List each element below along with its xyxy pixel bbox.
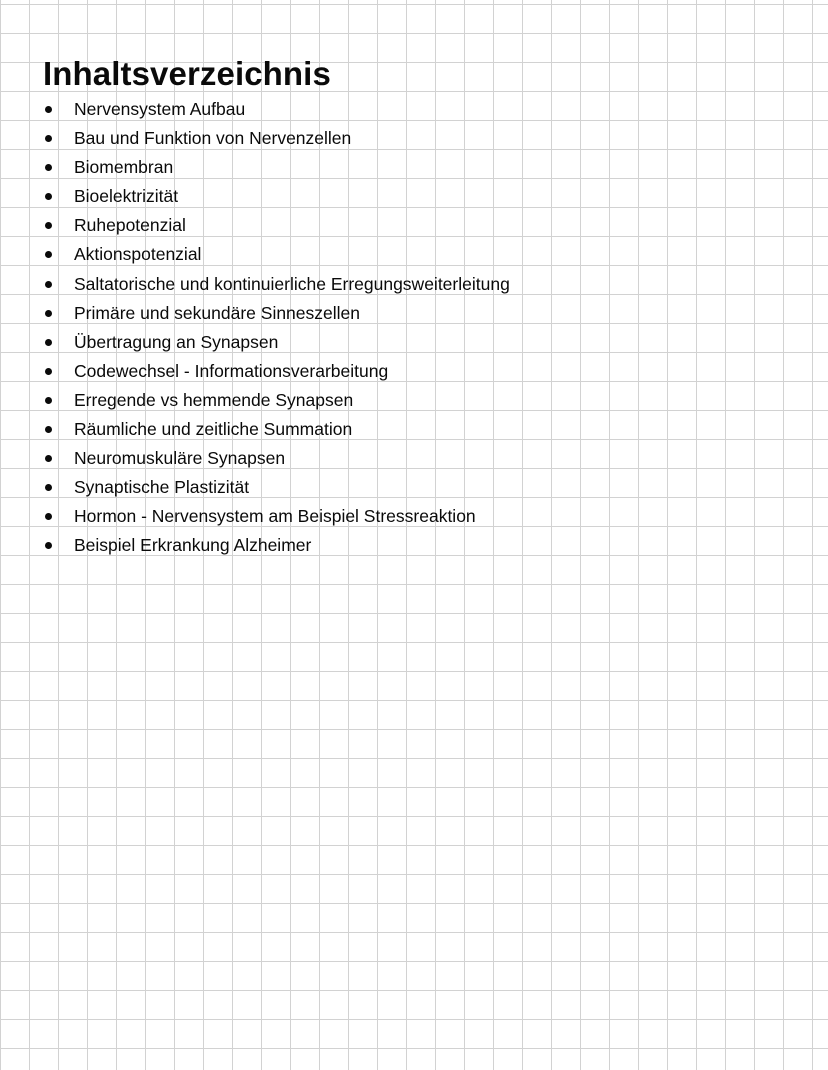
- bullet-icon: [45, 251, 52, 258]
- bullet-icon: [45, 281, 52, 288]
- list-item: [43, 357, 510, 386]
- bullet-icon: [45, 135, 52, 142]
- list-item-label: Nervensystem Aufbau: [74, 99, 246, 119]
- list-item-label: Neuromuskuläre Synapsen: [74, 448, 286, 469]
- list-item: [43, 502, 510, 531]
- list-item: [43, 531, 510, 560]
- list-item: [43, 299, 510, 328]
- list-item-label: Biomembran: [74, 157, 174, 178]
- list-item-label: Ruhepotenzial: [74, 215, 186, 236]
- table-of-contents: [43, 95, 510, 561]
- list-item: [43, 240, 510, 269]
- list-item-label: Primäre und sekundäre Sinneszellen: [74, 302, 360, 323]
- bullet-icon: [45, 484, 52, 491]
- list-item-label: Synaptische Plastizität: [74, 477, 250, 498]
- bullet-icon: [45, 164, 52, 171]
- page-title: Inhaltsverzeichnis: [43, 55, 331, 92]
- bullet-icon: [45, 397, 52, 404]
- list-item: [43, 124, 510, 153]
- bullet-icon: [45, 310, 52, 317]
- list-item-label: Bau und Funktion von Nervenzellen: [74, 128, 352, 149]
- list-item: [43, 415, 510, 444]
- list-item-label: Aktionspotenzial: [74, 244, 202, 265]
- list-item: [43, 386, 510, 415]
- bullet-icon: [45, 193, 52, 200]
- list-item-label: Bioelektrizität: [74, 186, 179, 207]
- bullet-icon: [45, 368, 52, 375]
- list-item-label: Erregende vs hemmende Synapsen: [74, 389, 354, 410]
- list-item-label: Beispiel Erkrankung Alzheimer: [74, 535, 312, 556]
- bullet-icon: [45, 426, 52, 433]
- bullet-icon: [45, 339, 52, 346]
- list-item: [43, 182, 510, 211]
- list-item-label: Saltatorische und kontinuierliche Erregungsweiterleitung: [74, 273, 510, 294]
- list-item: [43, 328, 510, 357]
- list-item: [43, 211, 510, 240]
- list-item: [43, 444, 510, 473]
- list-item-label: Codewechsel - Informationsverarbeitung: [74, 360, 389, 381]
- bullet-icon: [45, 513, 52, 520]
- bullet-icon: [45, 106, 52, 113]
- bullet-icon: [45, 542, 52, 549]
- bullet-icon: [45, 455, 52, 462]
- list-item-label: Hormon - Nervensystem am Beispiel Stressreaktion: [74, 506, 476, 527]
- bullet-icon: [45, 222, 52, 229]
- list-item: [43, 270, 510, 299]
- list-item: [43, 95, 510, 124]
- list-item: [43, 153, 510, 182]
- list-item-label: Räumliche und zeitliche Summation: [74, 419, 353, 440]
- list-item-label: Übertragung an Synapsen: [74, 331, 279, 352]
- list-item: [43, 473, 510, 502]
